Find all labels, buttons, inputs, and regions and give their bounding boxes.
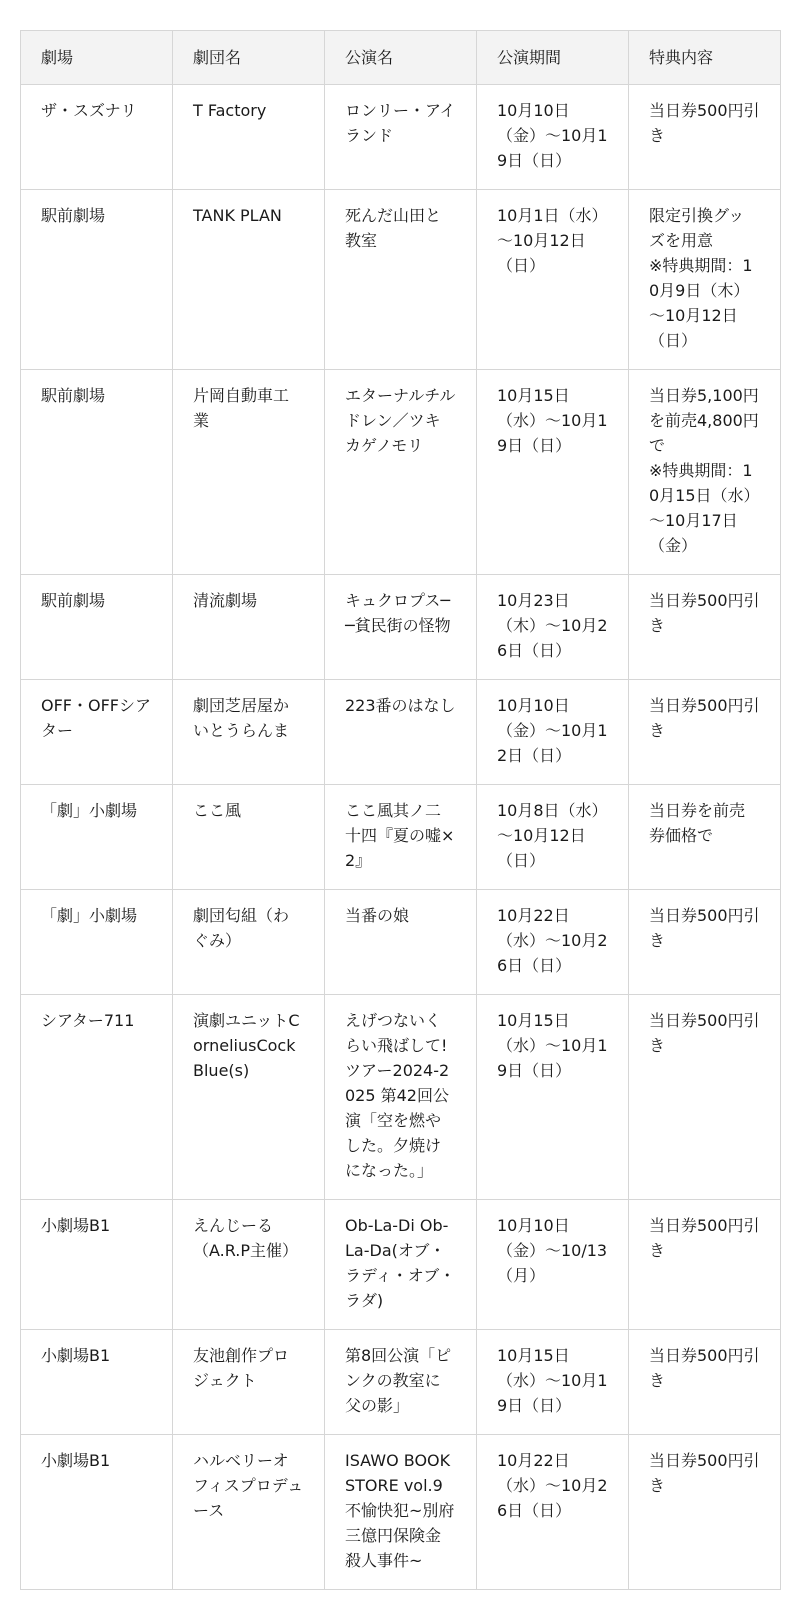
cell-company: 友池創作プロジェクト: [173, 1330, 325, 1435]
table-row: [21, 785, 781, 890]
cell-title: キュクロプス──貧民街の怪物: [325, 575, 477, 680]
cell-company: TANK PLAN: [173, 190, 325, 370]
cell-company: T Factory: [173, 85, 325, 190]
table-row: [21, 370, 781, 575]
cell-period: 10月10日（金）～10/13（月）: [477, 1200, 629, 1330]
cell-title: ロンリー・アイランド: [325, 85, 477, 190]
cell-company: 劇団匂組（わぐみ）: [173, 890, 325, 995]
cell-benefit: 当日券を前売券価格で: [629, 785, 781, 890]
cell-benefit: 当日券5,100円を前売4,800円で ※特典期間：10月15日（水）～10月17日（金）: [629, 370, 781, 575]
cell-company: 清流劇場: [173, 575, 325, 680]
cell-title: 当番の娘: [325, 890, 477, 995]
header-company: 劇団名: [173, 31, 325, 85]
cell-title: ISAWO BOOK STORE vol.9 不愉快犯~別府三億円保険金殺人事件~: [325, 1435, 477, 1590]
cell-theater: 小劇場B1: [21, 1200, 173, 1330]
header-row: [21, 31, 781, 85]
cell-title: 第8回公演「ピンクの教室に父の影」: [325, 1330, 477, 1435]
cell-title: Ob-La-Di Ob-La-Da(オブ・ラディ・オブ・ラダ): [325, 1200, 477, 1330]
cell-title: エターナルチルドレン／ツキカゲノモリ: [325, 370, 477, 575]
header-benefit: 特典内容: [629, 31, 781, 85]
cell-company: 片岡自動車工業: [173, 370, 325, 575]
header-theater: 劇場: [21, 31, 173, 85]
cell-benefit: 当日券500円引き: [629, 85, 781, 190]
cell-company: ハルベリーオフィスプロデュース: [173, 1435, 325, 1590]
cell-theater: 小劇場B1: [21, 1330, 173, 1435]
cell-theater: 駅前劇場: [21, 575, 173, 680]
cell-period: 10月22日（水）～10月26日（日）: [477, 1435, 629, 1590]
cell-benefit: 当日券500円引き: [629, 890, 781, 995]
cell-company: 演劇ユニットCorneliusCockBlue(s): [173, 995, 325, 1200]
cell-theater: 駅前劇場: [21, 370, 173, 575]
cell-theater: ザ・スズナリ: [21, 85, 173, 190]
cell-benefit: 当日券500円引き: [629, 1435, 781, 1590]
cell-title: 死んだ山田と教室: [325, 190, 477, 370]
event-table: [20, 30, 781, 1590]
table-row: [21, 190, 781, 370]
cell-period: 10月1日（水）～10月12日（日）: [477, 190, 629, 370]
header-period: 公演期間: [477, 31, 629, 85]
event-table-container: [20, 30, 780, 1590]
cell-benefit: 当日券500円引き: [629, 680, 781, 785]
table-row: [21, 1330, 781, 1435]
cell-benefit: 当日券500円引き: [629, 995, 781, 1200]
table-row: [21, 995, 781, 1200]
cell-benefit: 当日券500円引き: [629, 575, 781, 680]
cell-period: 10月23日（木）～10月26日（日）: [477, 575, 629, 680]
cell-theater: シアター711: [21, 995, 173, 1200]
cell-period: 10月8日（水）～10月12日（日）: [477, 785, 629, 890]
cell-theater: 「劇」小劇場: [21, 890, 173, 995]
cell-theater: 「劇」小劇場: [21, 785, 173, 890]
cell-theater: OFF・OFFシアター: [21, 680, 173, 785]
cell-benefit: 限定引換グッズを用意 ※特典期間：10月9日（木）～10月12日（日）: [629, 190, 781, 370]
cell-title: えげつないくらい飛ばして!ツアー2024-2025 第42回公演「空を燃やした。夕焼けになった。」: [325, 995, 477, 1200]
cell-company: ここ風: [173, 785, 325, 890]
cell-period: 10月10日（金）～10月19日（日）: [477, 85, 629, 190]
cell-period: 10月15日（水）～10月19日（日）: [477, 995, 629, 1200]
cell-theater: 小劇場B1: [21, 1435, 173, 1590]
table-row: [21, 1200, 781, 1330]
cell-period: 10月15日（水）～10月19日（日）: [477, 370, 629, 575]
table-row: [21, 680, 781, 785]
cell-company: 劇団芝居屋かいとうらんま: [173, 680, 325, 785]
table-row: [21, 575, 781, 680]
header-title: 公演名: [325, 31, 477, 85]
cell-theater: 駅前劇場: [21, 190, 173, 370]
table-header: [21, 31, 781, 85]
table-row: [21, 890, 781, 995]
cell-period: 10月15日（水）～10月19日（日）: [477, 1330, 629, 1435]
cell-company: えんじーる（A.R.P主催）: [173, 1200, 325, 1330]
table-row: [21, 1435, 781, 1590]
cell-benefit: 当日券500円引き: [629, 1330, 781, 1435]
cell-period: 10月22日（水）～10月26日（日）: [477, 890, 629, 995]
table-row: [21, 85, 781, 190]
cell-title: 223番のはなし: [325, 680, 477, 785]
cell-benefit: 当日券500円引き: [629, 1200, 781, 1330]
table-body: [21, 85, 781, 1590]
cell-period: 10月10日（金）～10月12日（日）: [477, 680, 629, 785]
cell-title: ここ風其ノ二十四『夏の嘘×2』: [325, 785, 477, 890]
